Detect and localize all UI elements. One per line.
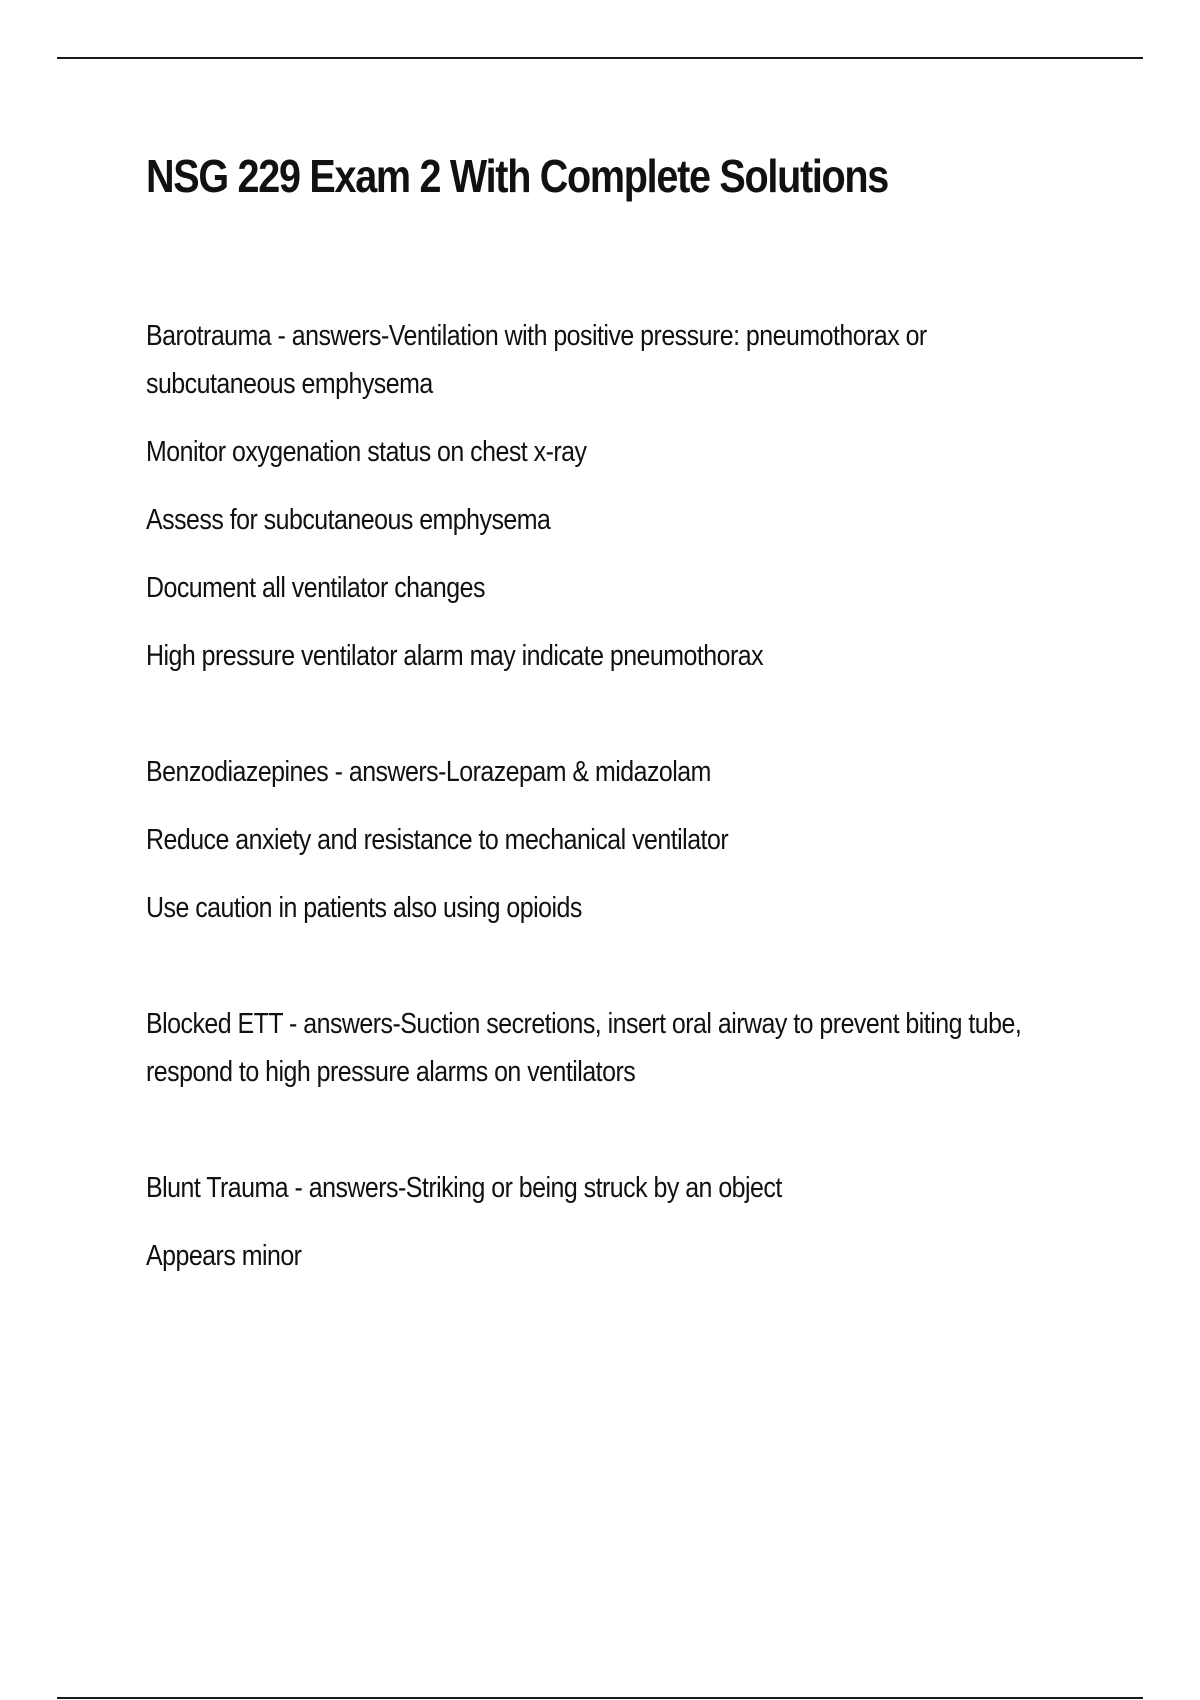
section-line: Assess for subcutaneous emphysema xyxy=(146,504,551,536)
section-line: Blocked ETT - answers-Suction secretions, insert oral airway to prevent biting tube, respond to high pressure alarms on ventilators xyxy=(146,1008,1022,1088)
section-line: Benzodiazepines - answers-Lorazepam & midazolam xyxy=(146,756,711,788)
top-divider xyxy=(57,57,1143,59)
bottom-divider xyxy=(57,1697,1143,1699)
section-blunt-trauma xyxy=(146,1164,1066,1280)
section-line: Document all ventilator changes xyxy=(146,572,485,604)
section-line: Appears minor xyxy=(146,1240,302,1272)
section-line: Blunt Trauma - answers-Striking or being struck by an object xyxy=(146,1172,782,1204)
section-line: Reduce anxiety and resistance to mechanical ventilator xyxy=(146,824,729,856)
section-blocked-ett xyxy=(146,1000,1066,1096)
section-line: Use caution in patients also using opioids xyxy=(146,892,582,924)
document-body xyxy=(146,140,1066,1348)
section-line: Barotrauma - answers-Ventilation with positive pressure: pneumothorax or subcutaneous emphysema xyxy=(146,320,927,400)
section-benzodiazepines xyxy=(146,748,1066,932)
sections-container xyxy=(146,312,1066,1280)
document-title: NSG 229 Exam 2 With Complete Solutions xyxy=(146,150,888,202)
section-barotrauma xyxy=(146,312,1066,680)
section-line: Monitor oxygenation status on chest x-ray xyxy=(146,436,587,468)
section-line: High pressure ventilator alarm may indicate pneumothorax xyxy=(146,640,764,672)
